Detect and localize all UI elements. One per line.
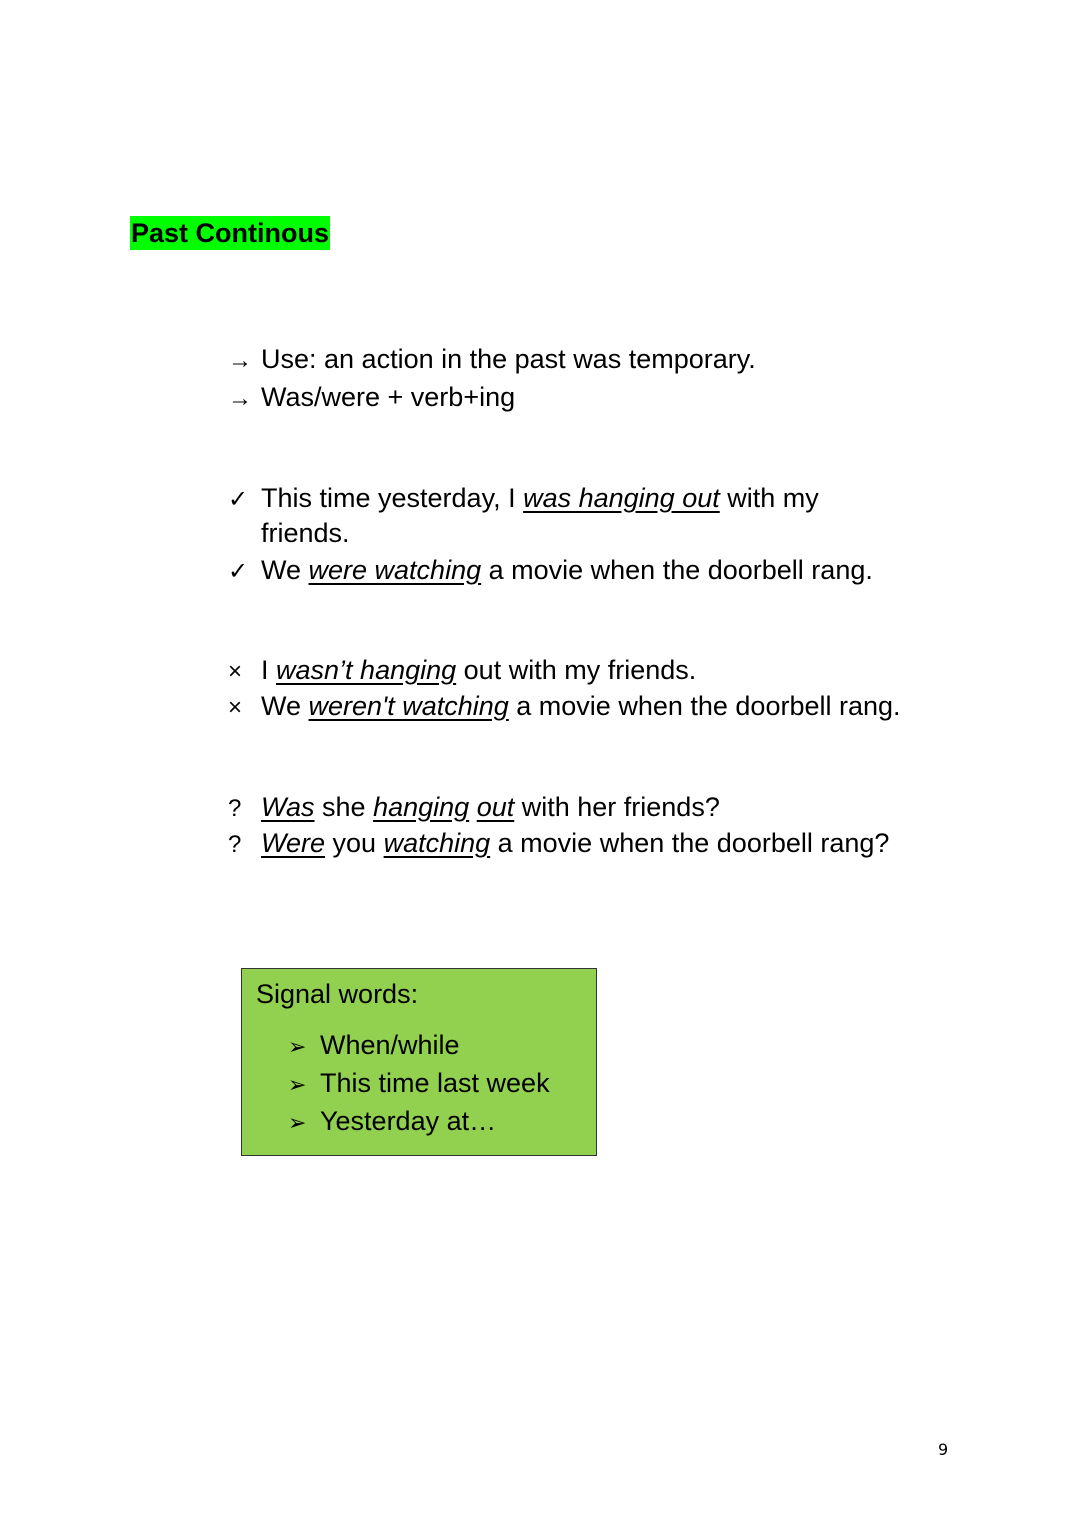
- rule-text: Use: an action in the past was temporary.: [261, 344, 756, 374]
- verb-phrase: wasn’t hanging: [276, 655, 457, 685]
- cross-icon: ×: [228, 658, 243, 685]
- auxiliary-verb: Were: [261, 828, 326, 858]
- example-text: a movie when the doorbell rang.: [508, 691, 901, 721]
- arrowhead-bullet-icon: ➢: [288, 1034, 307, 1059]
- list-item: [288, 1103, 550, 1141]
- example-text: you: [325, 828, 384, 858]
- check-icon: ✓: [228, 486, 249, 513]
- arrowhead-bullet-icon: ➢: [288, 1110, 307, 1135]
- space: [469, 792, 477, 822]
- verb-phrase: weren't watching: [308, 691, 509, 721]
- example-text: out with my friends.: [456, 655, 697, 685]
- example-text: This time yesterday, I: [261, 483, 524, 513]
- signal-word: This time last week: [320, 1068, 550, 1098]
- verb-phrase: out: [476, 792, 515, 822]
- example-text: friends.: [261, 518, 350, 548]
- negative-example: [228, 652, 696, 690]
- rule-form: [228, 379, 515, 417]
- positive-example-continuation: [228, 515, 350, 551]
- signal-words-title: Signal words:: [256, 979, 419, 1009]
- list-item: [288, 1065, 550, 1103]
- signal-word: When/while: [320, 1030, 460, 1060]
- verb-phrase: was hanging out: [523, 483, 720, 513]
- cross-icon: ×: [228, 694, 243, 721]
- auxiliary-verb: Was: [261, 792, 315, 822]
- question-mark-icon: ?: [228, 795, 242, 822]
- check-icon: ✓: [228, 558, 249, 585]
- arrow-right-icon: →: [228, 347, 252, 374]
- signal-words-list: [288, 1027, 550, 1141]
- example-text: with my: [719, 483, 819, 513]
- signal-words-box: [241, 968, 597, 1156]
- example-text: with her friends?: [514, 792, 720, 822]
- example-text: I: [261, 655, 277, 685]
- question-example: [228, 789, 720, 827]
- signal-word: Yesterday at…: [320, 1106, 497, 1136]
- negative-example: [228, 688, 901, 726]
- positive-example: [228, 552, 873, 590]
- arrowhead-bullet-icon: ➢: [288, 1072, 307, 1097]
- page-number: 9: [938, 1440, 949, 1459]
- verb-phrase: were watching: [308, 555, 482, 585]
- example-text: a movie when the doorbell rang.: [481, 555, 873, 585]
- rule-text: Was/were + verb+ing: [261, 382, 516, 412]
- page-title: Past Continous: [131, 218, 330, 248]
- arrow-right-icon: →: [228, 385, 252, 412]
- list-item: [288, 1027, 550, 1065]
- example-text: We: [261, 691, 309, 721]
- example-text: she: [314, 792, 374, 822]
- question-example: [228, 825, 889, 863]
- positive-example: [228, 480, 819, 518]
- question-mark-icon: ?: [228, 831, 242, 858]
- example-text: a movie when the doorbell rang?: [490, 828, 890, 858]
- verb-phrase: hanging: [373, 792, 470, 822]
- verb-phrase: watching: [383, 828, 491, 858]
- rule-use: [228, 341, 756, 379]
- example-text: We: [261, 555, 309, 585]
